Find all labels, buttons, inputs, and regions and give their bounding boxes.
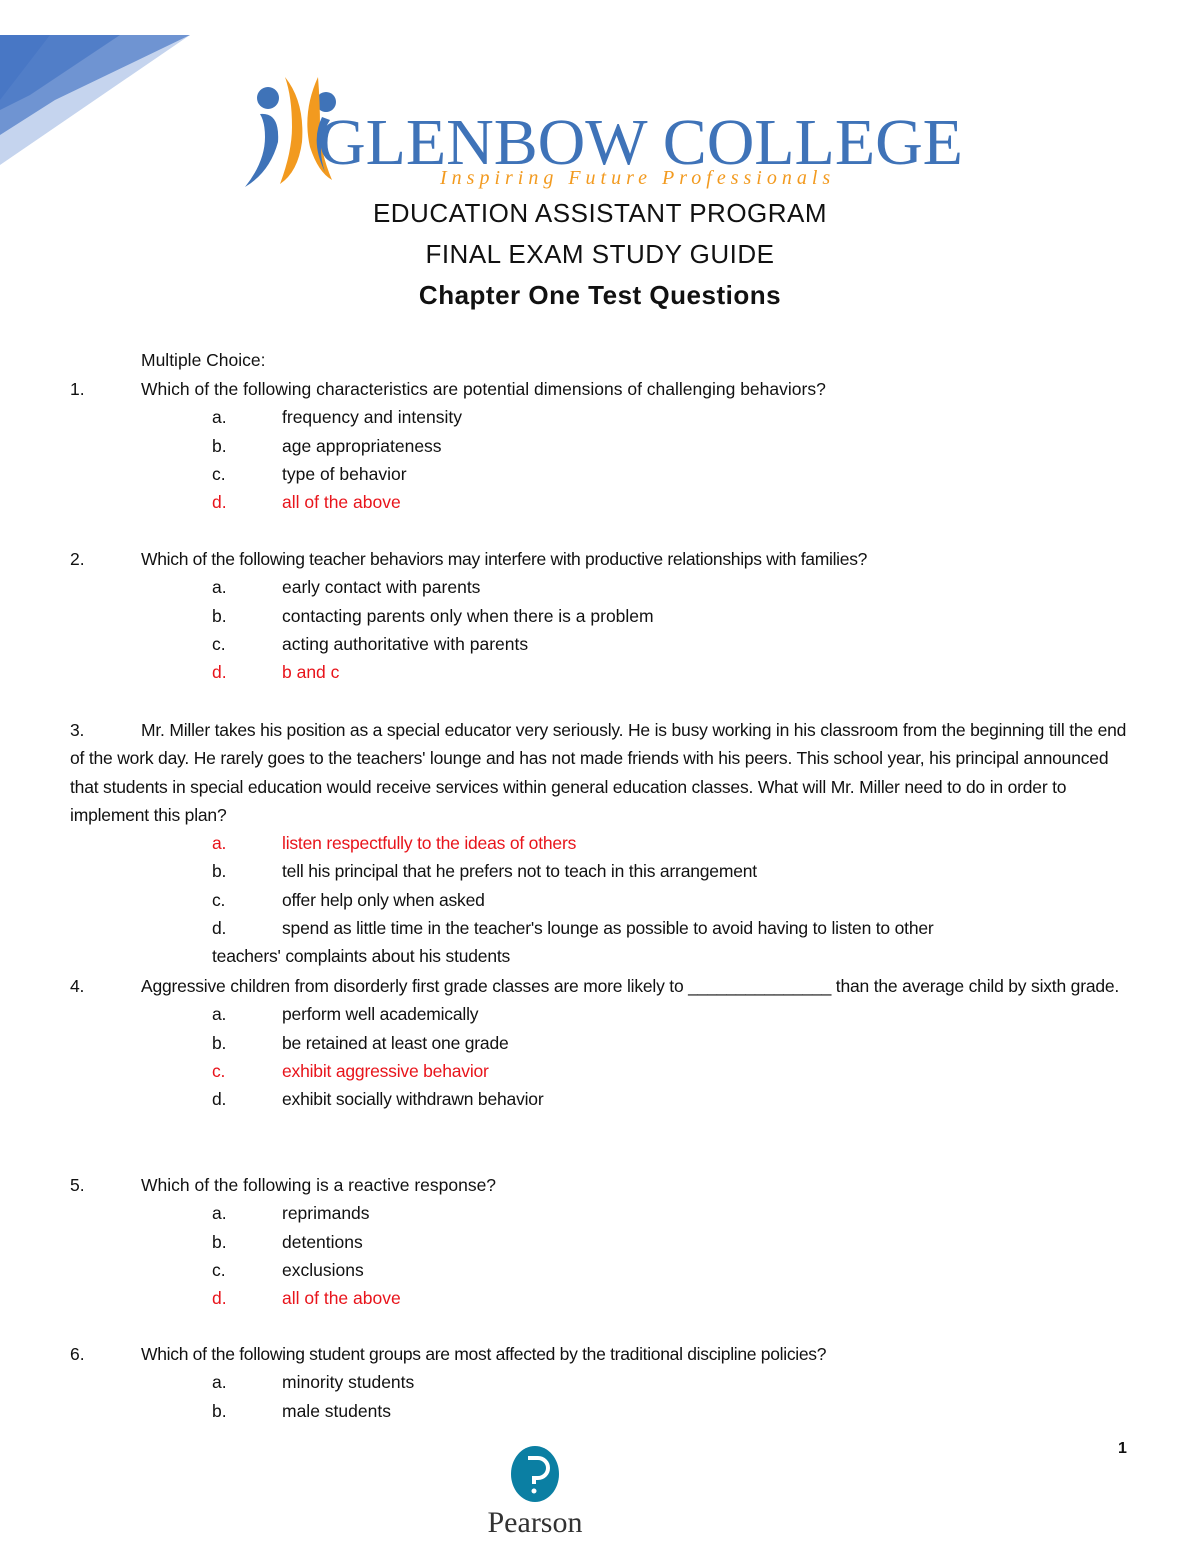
option-letter: c. <box>212 463 226 484</box>
question-number: 2. <box>70 549 85 569</box>
question-1 <box>70 375 1135 516</box>
correct-option-text: exhibit aggressive behavior <box>282 1060 489 1081</box>
option-text: male students <box>282 1400 391 1421</box>
correct-option-letter: a. <box>212 833 227 854</box>
option-text: age appropriateness <box>282 435 442 456</box>
pearson-logo <box>470 1444 600 1539</box>
question-6 <box>70 1340 1135 1425</box>
question-text: Which of the following is a reactive response? <box>141 1175 497 1195</box>
option-letter: b. <box>212 1231 227 1252</box>
option-letter: c. <box>212 889 226 910</box>
option-text: frequency and intensity <box>282 407 462 428</box>
option-letter: b. <box>212 1032 227 1053</box>
chapter-title: Chapter One Test Questions <box>418 280 782 310</box>
correct-option-text: b and c <box>282 662 340 683</box>
question-2 <box>70 545 1135 686</box>
correct-option-letter: d. <box>212 492 227 513</box>
option-text: type of behavior <box>282 463 407 484</box>
question-5 <box>70 1171 1135 1312</box>
option-letter: a. <box>212 1372 227 1393</box>
guide-title: FINAL EXAM STUDY GUIDE <box>425 239 775 269</box>
option-letter: a. <box>212 1004 227 1025</box>
option-text: acting authoritative with parents <box>282 633 529 654</box>
section-label: Multiple Choice: <box>141 350 266 370</box>
question-text: Aggressive children from disorderly first grade classes are more likely to _______________ than the average child by sixth grade. <box>141 976 1120 996</box>
option-text: perform well academically <box>282 1004 479 1025</box>
question-3 <box>70 716 1135 971</box>
option-letter: b. <box>212 435 227 456</box>
option-letter: b. <box>212 861 227 882</box>
question-number: 4. <box>70 976 85 996</box>
option-letter: c. <box>212 633 226 654</box>
correct-option-text: listen respectfully to the ideas of others <box>282 833 577 854</box>
multiple-choice-label-row <box>70 346 1135 374</box>
question-number: 3. <box>70 720 85 740</box>
option-text: detentions <box>282 1231 363 1252</box>
question-text: Which of the following characteristics are potential dimensions of challenging behaviors? <box>141 379 826 399</box>
question-text: Which of the following teacher behaviors may interfere with productive relationships with families? <box>141 549 868 569</box>
corner-decoration <box>0 0 200 170</box>
question-4 <box>70 972 1135 1113</box>
option-letter: c. <box>212 1259 226 1280</box>
option-text: offer help only when asked <box>282 889 485 910</box>
option-letter: d. <box>212 918 227 939</box>
option-text: be retained at least one grade <box>282 1032 509 1053</box>
option-text: exclusions <box>282 1259 364 1280</box>
option-text: contacting parents only when there is a problem <box>282 605 654 626</box>
option-text: tell his principal that he prefers not to teach in this arrangement <box>282 861 757 882</box>
glenbow-college-logo <box>240 72 970 192</box>
option-text: early contact with parents <box>282 577 481 598</box>
logo-wordmark: GLENBOW COLLEGE <box>318 106 963 179</box>
option-text: exhibit socially withdrawn behavior <box>282 1089 544 1110</box>
correct-option-letter: d. <box>212 662 227 683</box>
option-text: minority students <box>282 1372 415 1393</box>
option-letter: b. <box>212 605 227 626</box>
question-number: 5. <box>70 1175 85 1195</box>
option-letter: a. <box>212 1203 227 1224</box>
correct-option-text: all of the above <box>282 1288 401 1309</box>
program-title: EDUCATION ASSISTANT PROGRAM <box>372 198 828 228</box>
question-text: Which of the following student groups are most affected by the traditional discipline policies? <box>141 1344 827 1364</box>
option-letter: b. <box>212 1400 227 1421</box>
correct-option-letter: c. <box>212 1060 226 1081</box>
question-text: Mr. Miller takes his position as a special educator very seriously. He is busy working in his classroom from the beginning till the end of the work day. He rarely goes to the teachers' lounge and has not made friends with his peers. This school year, his principal announced that students in special education would receive services within general education classes. What will Mr. Miller need to do in order to implement this plan? <box>70 720 1127 825</box>
option-letter: d. <box>212 1089 227 1110</box>
option-text: reprimands <box>282 1203 370 1224</box>
question-number: 6. <box>70 1344 85 1364</box>
option-text: spend as little time in the teacher's lounge as possible to avoid having to listen to other <box>282 918 934 939</box>
logo-tagline: Inspiring Future Professionals <box>440 167 836 189</box>
page-number: 1 <box>1118 1440 1127 1457</box>
option-letter: a. <box>212 577 227 598</box>
question-number: 1. <box>70 379 85 399</box>
correct-option-text: all of the above <box>282 492 401 513</box>
correct-option-letter: d. <box>212 1288 227 1309</box>
pearson-wordmark: Pearson <box>487 1506 583 1539</box>
option-letter: a. <box>212 407 227 428</box>
option-text-continuation: teachers' complaints about his students <box>212 946 511 967</box>
